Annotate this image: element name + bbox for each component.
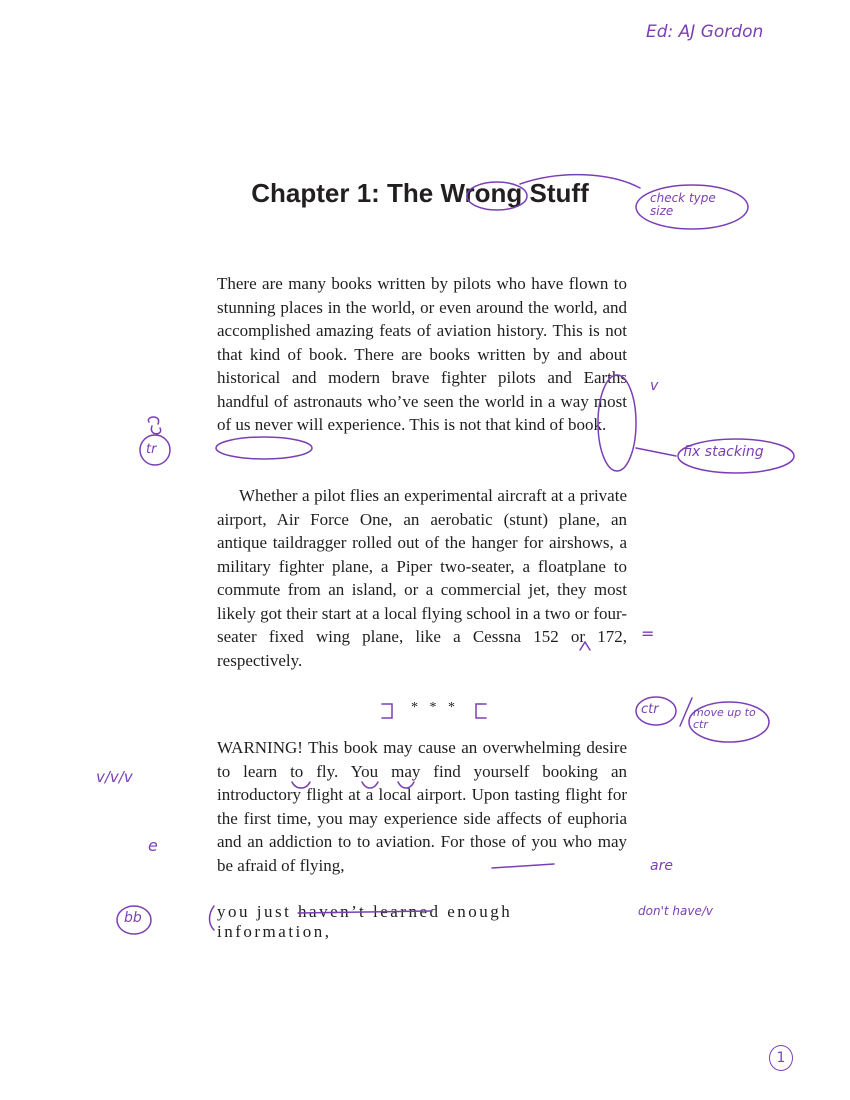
- move-up-to-ctr-note: move up to ctr: [693, 706, 756, 731]
- left-paren-mark: [210, 906, 215, 930]
- editor-name-note: Ed: AJ Gordon: [646, 22, 764, 42]
- section-separator: * * *: [411, 700, 459, 715]
- e-correction-note: e: [148, 836, 158, 855]
- tr-hook-mark: [148, 417, 160, 434]
- bold-note: bb: [124, 910, 142, 926]
- chapter-title: Chapter 1: The Wrong Stuff: [251, 178, 589, 208]
- warning-paragraph: WARNING! This book may cause an overwhelming desire to learn to fly. You may find yourself booking an introductory flight at a local airport. Upon tasting flight for the first time, you may experience side affects of euphoria and an addiction to to aviation. For those of you who may be afraid of flying,: [217, 738, 627, 875]
- dont-have-note: don't have/v: [638, 904, 713, 918]
- transpose-circle-mark: [216, 437, 312, 459]
- transpose-note: tr: [146, 442, 157, 457]
- fix-stacking-note: fix stacking: [683, 444, 764, 460]
- space-marks-note: v/v/v: [96, 768, 133, 786]
- stacking-leader-mark: [636, 448, 676, 456]
- page-number: 1: [769, 1045, 793, 1071]
- paragraph-1: There are many books written by pilots who have flown to stunning places in the world, or even around the world, and accomplished amazing feats of aviation history. This is not that kind of book. There are books written by and about historical and modern brave fighter pilots and Earths handful of astronauts who’ve seen the world in a way most of us never will experience. This is not that kind of book.: [217, 274, 627, 434]
- paragraph-2: Whether a pilot flies an experimental aircraft at a private airport, Air Force One, an aerobatic (stunt) plane, an antique taildragger rolled out of the hanger for airshows, a military fighter plane, a Piper two-seater, a floatplane to commute from an island, or a commercial jet, they most likely got their start at a local flying school in a two or four-seater fixed wing plane, like a Cessna 152 or 172, respectively.: [217, 486, 627, 670]
- slash-mark: [680, 698, 692, 726]
- last-line: you just haven’t learned enough information,: [217, 902, 513, 941]
- check-type-size-note: check type size: [650, 191, 716, 218]
- hyphen-note: =: [641, 624, 655, 643]
- insert-apostrophe-note: v: [650, 378, 659, 394]
- are-note: are: [650, 858, 673, 874]
- center-note: ctr: [641, 702, 659, 717]
